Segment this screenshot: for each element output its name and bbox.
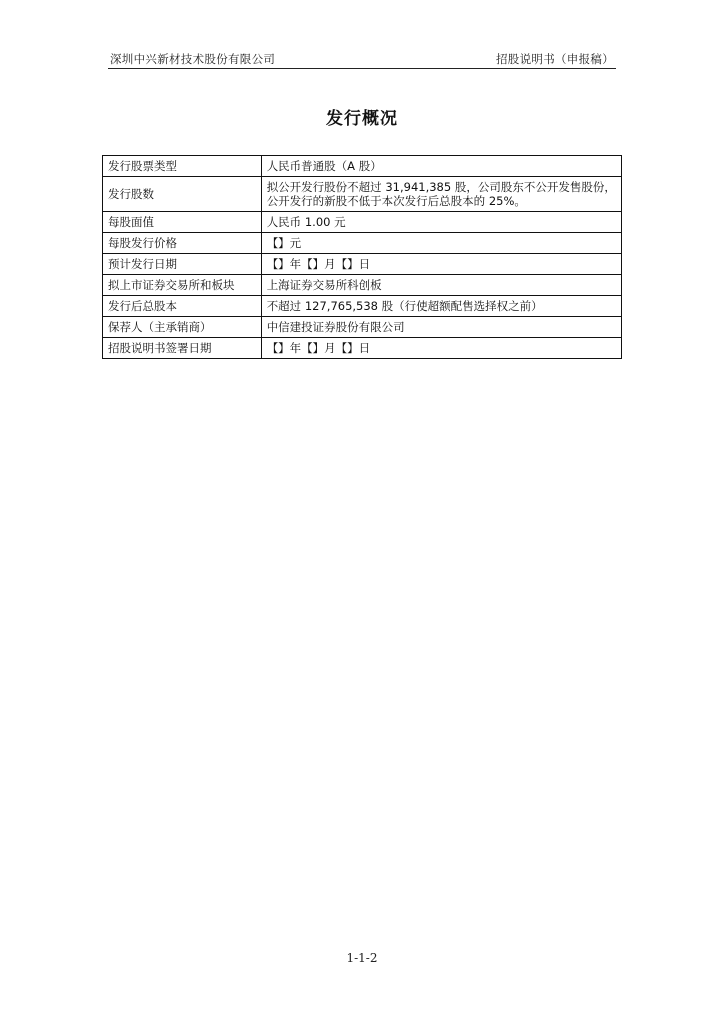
row-value: 上海证券交易所科创板 (261, 275, 621, 296)
row-label: 发行后总股本 (103, 296, 262, 317)
row-value: 中信建投证券股份有限公司 (261, 317, 621, 338)
row-label: 拟上市证券交易所和板块 (103, 275, 262, 296)
page-header (108, 50, 616, 69)
document-type: 招股说明书（申报稿） (496, 52, 614, 66)
row-value: 人民币 1.00 元 (261, 212, 621, 233)
table-row (103, 296, 622, 317)
row-label: 预计发行日期 (103, 254, 262, 275)
table-row (103, 338, 622, 359)
row-label: 发行股数 (103, 177, 262, 212)
table-row (103, 156, 622, 177)
row-label: 每股面值 (103, 212, 262, 233)
row-value: 拟公开发行股份不超过 31,941,385 股，公司股东不公开发售股份，公开发行的新股不低于本次发行后总股本的 25%。 (261, 177, 621, 212)
table-row (103, 275, 622, 296)
row-label: 招股说明书签署日期 (103, 338, 262, 359)
table-row (103, 233, 622, 254)
row-value: 不超过 127,765,538 股（行使超额配售选择权之前） (261, 296, 621, 317)
company-name: 深圳中兴新材技术股份有限公司 (110, 52, 276, 66)
row-value: 人民币普通股（A 股） (261, 156, 621, 177)
row-label: 发行股票类型 (103, 156, 262, 177)
table-row (103, 177, 622, 212)
row-label: 每股发行价格 (103, 233, 262, 254)
issuance-overview-table (102, 155, 622, 359)
row-value: 【】年【】月【】日 (261, 254, 621, 275)
row-value: 【】元 (261, 233, 621, 254)
page-number: 1-1-2 (346, 951, 378, 965)
table-row (103, 317, 622, 338)
row-label: 保荐人（主承销商） (103, 317, 262, 338)
table-row (103, 254, 622, 275)
table-row (103, 212, 622, 233)
page-title: 发行概况 (326, 109, 398, 129)
row-value: 【】年【】月【】日 (261, 338, 621, 359)
